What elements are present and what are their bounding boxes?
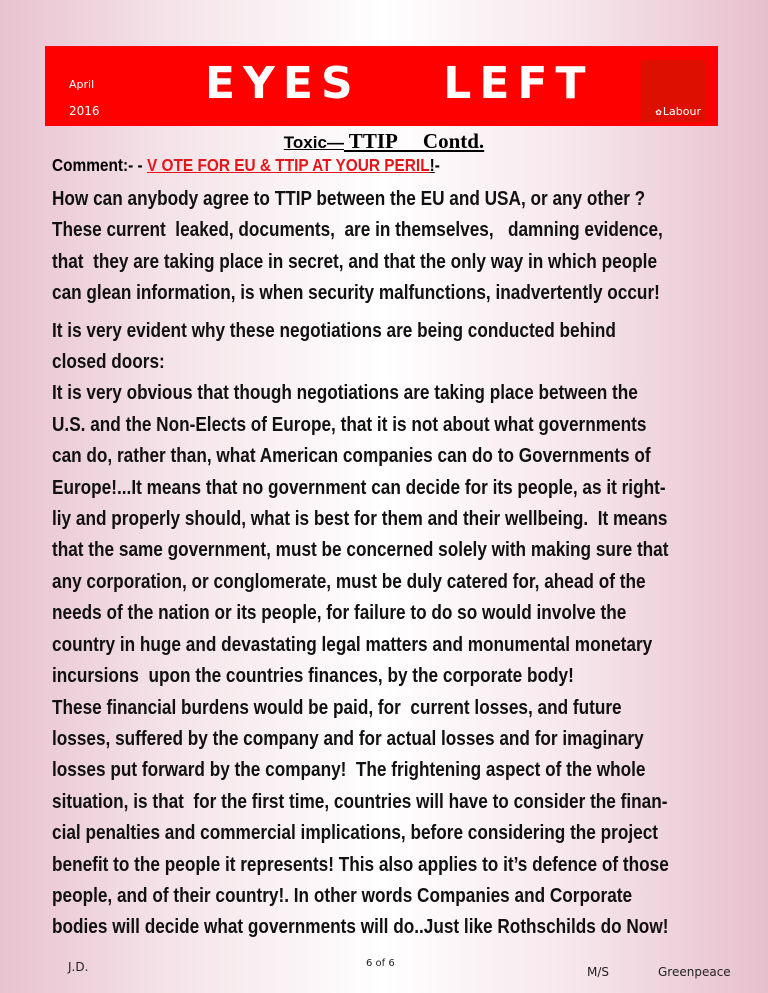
body-line: It is very evident why these negotiations are being conducted behind <box>52 319 616 342</box>
footer-ms: M/S <box>587 965 610 979</box>
rose-icon: ✿ <box>655 108 662 117</box>
footer-org: Greenpeace <box>658 965 731 979</box>
body-line: country in huge and devastating legal matters and monumental monetary <box>52 633 653 656</box>
body-line: situation, is that for the first time, countries will have to consider the finan- <box>52 790 668 813</box>
subtitle-part1: Toxic <box>283 133 327 152</box>
body-line: incursions upon the countries finances, by the corporate body! <box>52 665 574 688</box>
labour-logo-text <box>655 105 701 118</box>
comment-highlight: V OTE FOR EU & TTIP AT YOUR PERIL <box>146 155 430 175</box>
body-line: needs of the nation or its people, for failure to do so would involve the <box>52 602 627 625</box>
body-line: benefit to the people it represents! This also applies to it’s defence of those <box>52 853 669 876</box>
logo-label: Labour <box>662 105 701 118</box>
comment-suffix: - <box>434 155 440 175</box>
body-line: can glean information, is when security malfunctions, inadvertently occur! <box>52 282 660 305</box>
body-line: How can anybody agree to TTIP between the EU and USA, or any other ? <box>52 188 646 210</box>
article-body <box>52 184 706 944</box>
comment-exclaim: ! <box>429 155 435 175</box>
body-line: that the same government, must be concerned solely with making sure that <box>52 539 669 562</box>
article-subtitle <box>0 129 768 154</box>
footer-page-number: 6 of 6 <box>366 958 395 969</box>
body-line: closed doors: <box>52 351 165 374</box>
comment-prefix: Comment:- - <box>52 155 147 175</box>
subtitle-dash: — <box>326 133 344 152</box>
issue-month: April <box>69 78 95 91</box>
footer-author: J.D. <box>68 960 89 974</box>
body-line: Europe!...It means that no government can decide for its people, as it right- <box>52 476 666 499</box>
body-line: cial penalties and commercial implications, before considering the project <box>52 822 658 845</box>
body-line: losses put forward by the company! The frightening aspect of the whole <box>52 759 646 782</box>
body-line: losses, suffered by the company and for actual losses and for imaginary <box>52 727 644 750</box>
body-line: can do, rather than, what American companies can do to Governments of <box>52 445 651 468</box>
labour-logo <box>641 60 705 122</box>
subtitle-part2: TTIP Contd. <box>343 129 485 153</box>
body-line: any corporation, or conglomerate, must be duly catered for, ahead of the <box>52 570 646 593</box>
masthead-title: EYES LEFT <box>205 58 594 109</box>
issue-year: 2016 <box>69 104 100 118</box>
body-line: liy and properly should, what is best for them and their wellbeing. It means <box>52 508 668 531</box>
comment-line <box>52 155 440 176</box>
body-line: bodies will decide what governments will do..Just like Rothschilds do Now! <box>52 916 669 939</box>
body-line: U.S. and the Non-Elects of Europe, that it is not about what governments <box>52 413 647 436</box>
body-line: It is very obvious that though negotiations are taking place between the <box>52 382 638 405</box>
body-line: that they are taking place in secret, and that the only way in which people <box>52 250 658 273</box>
body-line: These financial burdens would be paid, for current losses, and future <box>52 696 622 719</box>
body-line: people, and of their country!. In other words Companies and Corporate <box>52 884 633 907</box>
masthead-banner <box>45 46 718 126</box>
body-line: These current leaked, documents, are in themselves, damning evidence, <box>52 219 663 242</box>
